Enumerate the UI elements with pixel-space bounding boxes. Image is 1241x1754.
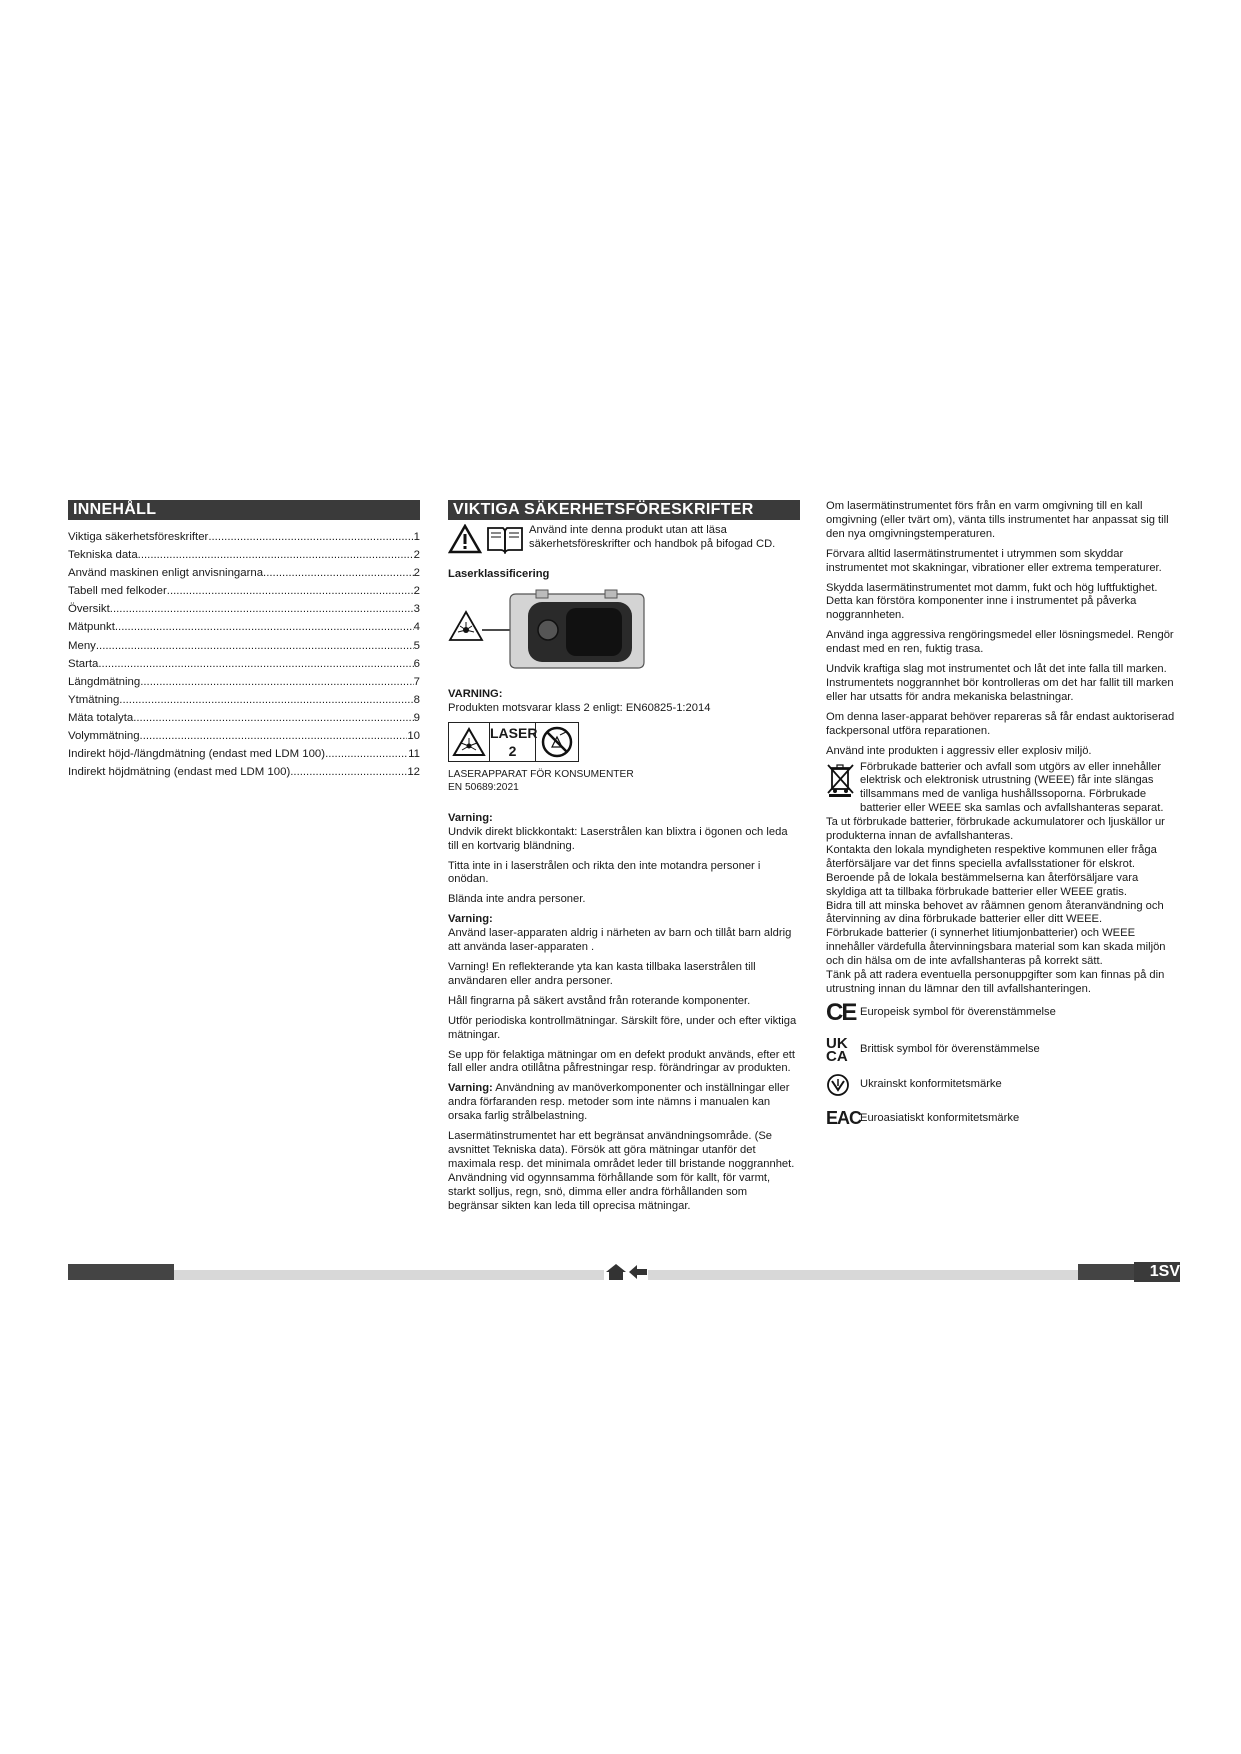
toc-item[interactable] — [68, 673, 420, 691]
toc-item-page: 9 — [413, 711, 420, 724]
safety-title: VIKTIGA SÄKERHETSFÖRESKRIFTER — [448, 500, 800, 520]
toc-leader-dots — [96, 637, 414, 655]
ukca-mark-line1: UK — [826, 1034, 848, 1052]
toc-leader-dots — [140, 673, 413, 691]
toc-item-label: Viktiga säkerhetsföreskrifter — [68, 531, 209, 543]
safety-paragraph-8: Se upp för felaktiga mätningar om en defekt produkt används, efter ett fall eller andra otillåtna påfrestningar resp. förändringar av produkten. — [448, 1048, 796, 1075]
toc-item-page: 10 — [407, 730, 420, 743]
toc-item-page: 4 — [413, 621, 420, 634]
env-paragraph-7: Använd inte produkten i aggressiv eller explosiv miljö. — [826, 744, 1092, 757]
toc-leader-dots — [140, 727, 408, 745]
safety-intro-text: Använd inte denna produkt utan att läsa säkerhetsföreskrifter och handbok på bifogad CD. — [529, 524, 776, 550]
toc-leader-dots — [167, 582, 414, 600]
toc-item[interactable] — [68, 564, 420, 582]
env-paragraph-9: Kontakta den lokala myndigheten respektive kommunen eller fråga återförsäljare var det finns speciella avfallsstationer för elskrot. — [826, 843, 1157, 870]
footer-line-left — [174, 1270, 604, 1280]
ce-mark-text: Europeisk symbol för överenstämmelse — [860, 1005, 1056, 1018]
toc-item[interactable] — [68, 655, 420, 673]
safety-paragraph-10: Lasermätinstrumentet har ett begränsat användningsområde. (Se avsnittet Tekniska data). Försök att göra mätningar utanför det maximala resp. det minimala området leder till bristande noggrannhet. Användning vid ogynnsamma förhållande som för kallt, för varmt, starkt solljus, regn, snö, dimma eller andra förhållanden som begränsar sikten kan leda till oprecisa mätningar. — [448, 1130, 795, 1212]
environment-column — [826, 500, 1180, 1131]
env-paragraph-12: Förbrukade batterier (i synnerhet litiumjonbatterier) och WEEE innehåller värdefulla återvinningsbara material som kan skada miljön och din hälsa om de inte avfallshanteras på korrekt sätt. — [826, 927, 1166, 968]
ukca-mark-line2: CA — [826, 1047, 848, 1065]
consumer-laser-line1: LASERAPPARAT FÖR KONSUMENTER — [448, 768, 634, 780]
safety-paragraph-4: Använd laser-apparaten aldrig i närheten av barn och tillåt barn aldrig att använda laser-apparaten . — [448, 927, 792, 954]
safety-paragraph-3: Blända inte andra personer. — [448, 893, 586, 906]
toc-item-label: Mäta totalyta — [68, 711, 134, 724]
eac-mark-row — [826, 1107, 1180, 1131]
env-paragraph-6: Om denna laser-apparat behöver repareras så får endast auktoriserad fackpersonal utföra reparationen. — [826, 710, 1175, 737]
env-paragraph-8: Ta ut förbrukade batterier, förbrukade ackumulatorer och ljuskällor ur produkterna innan de avfallshanteras. — [826, 816, 1165, 843]
ce-mark-row — [826, 999, 1180, 1027]
ua-mark-text: Ukrainskt konformitetsmärke — [860, 1077, 1002, 1090]
toc-item-page: 3 — [413, 603, 420, 616]
manual-book-icon — [485, 524, 525, 554]
laser-class-label — [448, 722, 800, 762]
toc-item-page: 8 — [413, 693, 420, 706]
safety-paragraph-1: Undvik direkt blickkontakt: Laserstrålen kan blixtra i ögonen och leda till en kortvarig bländning. — [448, 825, 788, 852]
toc-leader-dots — [290, 763, 407, 781]
crossed-bin-icon — [826, 761, 856, 797]
env-paragraph-1: Om lasermätinstrumentet förs från en varm omgivning till en kall omgivning (eller tvärt om), vänta tills instrumentet har anpassat sig till den nya omgivningstemperaturen. — [826, 500, 1169, 540]
ukca-mark-icon — [826, 1034, 860, 1065]
eac-mark-text: Euroasiatiskt konformitetsmärke — [860, 1111, 1020, 1124]
toc-item[interactable] — [68, 618, 420, 636]
toc-item-label: Starta — [68, 657, 99, 670]
toc-leader-dots — [115, 618, 414, 636]
env-paragraph-10: Beroende på de lokala bestämmelserna kan återförsäljare vara skyldiga att ta tillbaka förbrukade batterier eller WEEE gratis. — [826, 871, 1139, 898]
warning-triangle-icon — [448, 524, 482, 554]
toc-item-label: Meny — [68, 639, 96, 652]
consumer-laser-line2: EN 50689:2021 — [448, 781, 519, 793]
laser-device-illustration — [448, 588, 648, 674]
laser-device-figure — [448, 588, 800, 674]
toc-item-page: 11 — [408, 748, 420, 761]
back-arrow-icon[interactable] — [629, 1265, 647, 1279]
toc-item-page: 2 — [413, 585, 420, 598]
safety-intro — [448, 524, 800, 554]
do-not-stare-icon — [540, 725, 574, 759]
toc-item[interactable] — [68, 691, 420, 709]
toc-item-page: 1 — [413, 531, 420, 543]
warning-label: VARNING: — [448, 688, 503, 700]
laser-class-line1: LASER — [490, 724, 538, 741]
safety-column — [448, 500, 800, 1219]
toc-item-page: 2 — [413, 549, 420, 562]
ce-mark-icon: CE — [826, 998, 856, 1026]
toc-item-page: 12 — [407, 766, 420, 779]
toc-item[interactable] — [68, 745, 420, 763]
footer-nav[interactable] — [604, 1262, 648, 1282]
safety-paragraph-7: Utför periodiska kontrollmätningar. Särskilt före, under och efter viktiga mätningar. — [448, 1014, 797, 1041]
toc-leader-dots — [133, 709, 413, 727]
env-paragraph-2: Förvara alltid lasermätinstrumentet i utrymmen som skyddar instrumentet mot skakningar, vibrationer eller extrema temperaturer. — [826, 547, 1162, 574]
safety-paragraph-6: Håll fingrarna på säkert avstånd från roterande komponenter. — [448, 994, 751, 1007]
env-paragraph-11: Bidra till att minska behovet av råämnen genom återanvändning och återvinning av dina förbrukade batterier eller ditt WEEE. — [826, 899, 1164, 926]
toc-item-label: Ytmätning — [68, 693, 120, 706]
toc-item[interactable] — [68, 600, 420, 618]
toc-item-page: 6 — [413, 657, 420, 670]
weee-text: Förbrukade batterier och avfall som utgörs av eller innehåller elektrisk och elektronisk utrustning (WEEE) får inte slängas tillsammans med de vanliga hushållssoporna. Förbrukade batterier eller WEEE ska samlas och avfallshanteras separat. — [860, 760, 1164, 815]
toc-item[interactable] — [68, 546, 420, 564]
weee-block — [826, 761, 1180, 817]
varning-label-1: Varning: — [448, 811, 493, 824]
toc-item-label: Mätpunkt — [68, 621, 115, 634]
toc-item-label: Använd maskinen enligt anvisningarna — [68, 567, 264, 580]
toc-leader-dots — [263, 564, 414, 582]
ua-mark-row — [826, 1073, 1180, 1097]
toc-list — [68, 528, 420, 781]
toc-leader-dots — [138, 546, 414, 564]
toc-item-label: Volymmätning — [68, 730, 140, 743]
laser-class-line2: 2 — [508, 742, 517, 759]
laser-classification-heading: Laserklassificering — [448, 568, 550, 580]
env-paragraph-13: Tänk på att radera eventuella personuppgifter som kan finnas på din utrustning innan du lämnar den till avfallshanteringen. — [826, 969, 1165, 995]
toc-column — [68, 500, 420, 781]
env-paragraph-4: Använd inga aggressiva rengöringsmedel eller lösningsmedel. Rengör endast med en ren, fuktig trasa. — [826, 629, 1174, 656]
varning-label-3: Varning: — [448, 1082, 493, 1095]
ukca-mark-text: Brittisk symbol för överenstämmelse — [860, 1042, 1040, 1055]
env-paragraph-5: Undvik kraftiga slag mot instrumentet och låt det inte falla till marken. Instrumentets noggrannhet bör kontrolleras om det har fallit till marken eller har utsatts för andra mekaniska belastningar. — [826, 663, 1174, 703]
toc-leader-dots — [110, 600, 414, 618]
varning-label-2: Varning: — [448, 913, 493, 926]
safety-paragraph-2: Titta inte in i laserstrålen och rikta den inte motandra personer i onödan. — [448, 859, 761, 886]
toc-item[interactable] — [68, 528, 420, 546]
laser-warning-icon — [452, 727, 486, 757]
footer-bar-left — [68, 1264, 174, 1280]
toc-leader-dots — [208, 528, 413, 546]
toc-item-page: 5 — [413, 639, 420, 652]
eac-mark-icon: EAC — [826, 1108, 862, 1129]
ukca-mark-row — [826, 1034, 1180, 1065]
safety-paragraph-5: Varning! En reflekterande yta kan kasta tillbaka laserstrålen till användaren eller andra personer. — [448, 960, 756, 987]
toc-title: INNEHÅLL — [68, 500, 420, 520]
page-footer — [68, 1262, 1180, 1282]
toc-item[interactable] — [68, 637, 420, 655]
toc-item[interactable] — [68, 582, 420, 600]
safety-paragraph-9-text: Användning av manöverkomponenter och inställningar eller andra förfaranden resp. metoder som inte nämns i manualen kan orsaka farlig strålbelastning. — [448, 1082, 790, 1123]
toc-item-label: Tekniska data — [68, 549, 138, 562]
footer-bar-right — [1078, 1264, 1134, 1280]
safety-paragraph-9 — [448, 1082, 800, 1124]
toc-item-label: Längdmätning — [68, 675, 141, 688]
toc-item-page: 7 — [413, 675, 420, 688]
ua-conformity-icon — [826, 1073, 850, 1097]
env-paragraph-3: Skydda lasermätinstrumentet mot damm, fukt och hög luftfuktighet. Detta kan förstöra komponenter inne i instrumentet på påverka noggrannheten. — [826, 581, 1158, 622]
footer-line-right — [648, 1270, 1078, 1280]
laser-class-text — [490, 722, 536, 762]
toc-item-label: Översikt — [68, 603, 110, 616]
home-icon[interactable] — [605, 1263, 627, 1281]
toc-leader-dots — [98, 655, 413, 673]
toc-item-label: Indirekt höjdmätning (endast med LDM 100) — [68, 766, 291, 779]
toc-item[interactable] — [68, 727, 420, 745]
page-number: 1SV — [1134, 1262, 1180, 1282]
toc-leader-dots — [325, 745, 408, 763]
toc-item-label: Indirekt höjd-/längdmätning (endast med LDM 100) — [68, 748, 326, 761]
toc-item[interactable] — [68, 709, 420, 727]
toc-item-page: 2 — [413, 567, 420, 580]
toc-item[interactable] — [68, 763, 420, 781]
toc-leader-dots — [119, 691, 413, 709]
warning-class-text: Produkten motsvarar klass 2 enligt: EN60825-1:2014 — [448, 701, 711, 714]
toc-item-label: Tabell med felkoder — [68, 585, 167, 598]
